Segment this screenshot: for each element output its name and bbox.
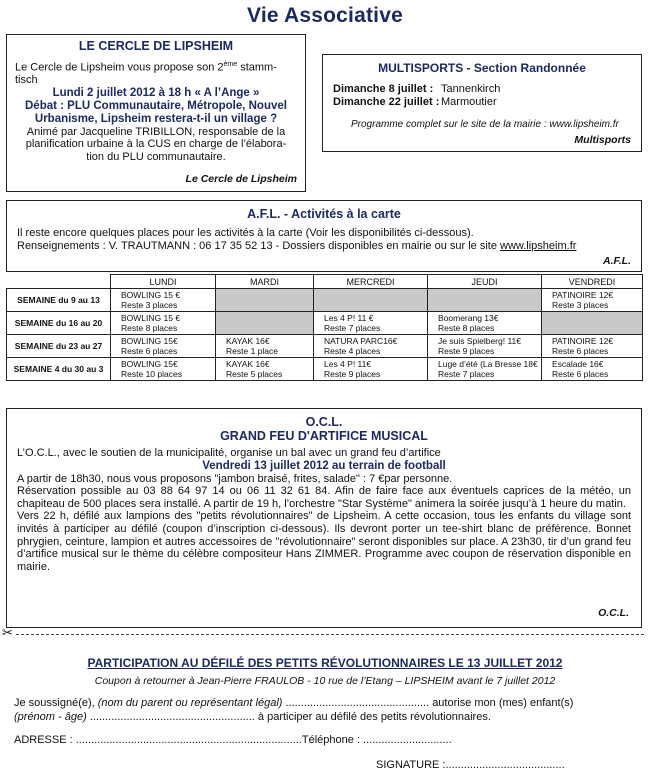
ocl-paragraph-4: Vers 22 h, défilé aux lampions des "petits révolutionnaires" de Lipsheim. A cette occasion, tous les enfants du village sont invités à participer au défilé (coupon d’inscription ci-dessous). Ils devront porter un tee-shirt blanc de préférence. Bonnet phrygien, ceinture, lampion et autres accessoires de "révolutionnaire" seront disponibles sur place. A 23h30, tir d’un grand feu d’artifice musical sur le thème du célèbre compositeur Hans ZIMMER. Programme avec coupon de réservation disponible en mairie. (17, 510, 631, 573)
activity-places: Reste 1 place (226, 346, 278, 356)
table-row (7, 312, 643, 335)
activity-places: Reste 6 places (552, 369, 609, 379)
coupon-line-1[interactable] (14, 697, 639, 710)
activity-cell (314, 312, 428, 335)
activity-name: BOWLING 15€ (121, 336, 178, 346)
activity-places: Reste 7 places (324, 323, 381, 333)
activity-cell (111, 335, 216, 358)
cercle-anim-3: tion du PLU communautaire. (86, 150, 226, 163)
coupon-line-2[interactable] (14, 711, 639, 724)
activity-name: PATINOIRE 12€ (552, 336, 614, 346)
cercle-signature: Le Cercle de Lipsheim (185, 173, 297, 185)
activity-cell (428, 312, 542, 335)
activity-name: Les 4 P! 11 € (324, 313, 374, 323)
cercle-lipsheim-box (6, 34, 306, 192)
cut-line (16, 634, 644, 635)
cercle-debate-1: Débat : PLU Communautaire, Métropole, Nouvel (25, 99, 287, 112)
activity-cell (111, 289, 216, 312)
activity-places: Reste 10 places (121, 369, 182, 379)
afl-signature: A.F.L. (603, 255, 631, 267)
multisports-date-row (333, 96, 631, 109)
multisports-date-day: Dimanche 8 juillet : (333, 83, 434, 95)
activity-name: Luge d’été (La Bresse 18€ (438, 359, 538, 369)
ocl-paragraph-3: Réservation possible au 03 88 64 97 14 ou 06 11 32 61 84. Afin de faire face aux éventuels caprices de la météo, un chapiteau de 500 places sera installé. A partir de 19 h, l’orchestre "Star Système" animera la soirée jusqu’à 1 heure du matin. (17, 485, 631, 510)
activity-name: BOWLING 15 € (121, 290, 181, 300)
coupon-subtitle: Coupon à retourner à Jean-Pierre FRAULOB - 10 rue de l’Etang – LIPSHEIM avant le 7 juillet 2012 (94, 675, 556, 687)
activity-name: BOWLING 15 € (121, 313, 181, 323)
activity-cell (428, 335, 542, 358)
ocl-box (6, 408, 642, 628)
ocl-signature: O.C.L. (598, 607, 629, 619)
activity-cell (111, 312, 216, 335)
week-label: SEMAINE du 9 au 13 (7, 289, 111, 312)
table-header-row (7, 275, 643, 289)
day-header: MERCREDI (314, 275, 428, 289)
activity-name: PATINOIRE 12€ (552, 290, 614, 300)
activity-cell (428, 358, 542, 381)
cercle-date: Lundi 2 juillet 2012 à 18 h « A l’Ange » (52, 86, 260, 99)
afl-heading: A.F.L. - Activités à la carte (247, 207, 401, 221)
activity-places: Reste 8 places (121, 323, 178, 333)
activity-name: BOWLING 15€ (121, 359, 178, 369)
multisports-date-day: Dimanche 22 juillet : (333, 96, 440, 108)
activity-places: Reste 4 places (324, 346, 381, 356)
cercle-intro-c: tisch (15, 74, 38, 87)
cercle-anim-1: Animé par Jacqueline TRIBILLON, responsable de la (26, 125, 286, 138)
week-label: SEMAINE du 16 au 20 (7, 312, 111, 335)
day-header: LUNDI (111, 275, 216, 289)
cercle-anim-2: planification urbaine à la CUS en charge de l’élabora- (25, 138, 287, 151)
unavailable-cell (216, 289, 314, 312)
activity-cell (314, 358, 428, 381)
ocl-heading: O.C.L. (305, 415, 343, 429)
cercle-intro (15, 59, 297, 74)
activity-cell (542, 335, 643, 358)
activity-places: Reste 7 places (438, 369, 495, 379)
activity-name: Les 4 P! 11€ (324, 359, 372, 369)
activity-places: Reste 3 places (121, 300, 178, 310)
afl-box (6, 200, 642, 272)
activity-name: Boomerang 13€ (438, 313, 499, 323)
coupon-signature-line[interactable]: SIGNATURE :....................................... (376, 759, 565, 771)
activity-cell (542, 289, 643, 312)
day-header: JEUDI (428, 275, 542, 289)
activity-name: Je suis Spielberg! 11€ (438, 336, 522, 346)
cercle-heading: LE CERCLE DE LIPSHEIM (78, 39, 234, 53)
coupon-line-1-hint: (nom du parent ou représentant légal) (97, 697, 283, 709)
multisports-signature: Multisports (574, 134, 631, 146)
page-title: Vie Associative (247, 4, 403, 27)
unavailable-cell (542, 312, 643, 335)
coupon-line-1-field[interactable]: ............................................... autorise mon (mes) enfant(s) (282, 697, 574, 709)
ocl-paragraph-1: L’O.C.L., avec le soutien de la municipalité, organise un bal avec un grand feu d’artifice (17, 447, 441, 459)
cercle-intro-text: Le Cercle de Lipsheim vous propose son 2 (15, 61, 224, 74)
multisports-date-row (333, 83, 631, 96)
activity-cell (216, 335, 314, 358)
multisports-date-place: Tannenkirch (441, 83, 501, 95)
ocl-date: Vendredi 13 juillet 2012 au terrain de football (202, 459, 446, 472)
activity-places: Reste 9 places (438, 346, 495, 356)
day-header: VENDREDI (542, 275, 643, 289)
multisports-program: Programme complet sur le site de la mairie : www.lipsheim.fr (351, 119, 619, 130)
activity-cell (111, 358, 216, 381)
activity-name: KAYAK 16€ (226, 359, 270, 369)
activity-places: Reste 6 places (121, 346, 178, 356)
multisports-box (322, 54, 642, 152)
activities-table (6, 274, 643, 381)
week-label: SEMAINE 4 du 30 au 3 (7, 358, 111, 381)
activity-name: Escalade 16€ (552, 359, 604, 369)
table-corner (7, 275, 111, 289)
activity-cell (314, 335, 428, 358)
activity-places: Reste 5 places (226, 369, 283, 379)
afl-website-link[interactable]: www.lipsheim.fr (500, 240, 577, 252)
afl-line2-text: Renseignements : V. TRAUTMANN : 06 17 35 52 13 - Dossiers disponibles en mairie ou sur le site (17, 240, 501, 252)
day-header: MARDI (216, 275, 314, 289)
activity-cell (216, 358, 314, 381)
activity-name: NATURA PARC16€ (324, 336, 398, 346)
scissors-icon: ✂ (2, 625, 13, 640)
unavailable-cell (428, 289, 542, 312)
activity-cell (542, 358, 643, 381)
afl-line2 (17, 240, 631, 253)
activity-name: KAYAK 16€ (226, 336, 270, 346)
coupon-address-line[interactable]: ADRESSE : ..........................................................................Téléphone : ............................. (14, 734, 452, 746)
ocl-paragraph-2: A partir de 18h30, nous vous proposons "jambon braisé, frites, salade" : 7 €par personne. (17, 472, 453, 485)
coupon-title: PARTICIPATION AU DÉFILÉ DES PETITS RÉVOLUTIONNAIRES LE 13 JUILLET 2012 (87, 656, 563, 670)
unavailable-cell (216, 312, 314, 335)
coupon-line-2-field[interactable]: ...................................................... à participer au défilé des petits révolutionnaires. (86, 711, 491, 723)
cercle-intro-sup: ème (223, 61, 238, 68)
coupon-line-1-text: Je soussigné(e), (14, 697, 98, 709)
activity-places: Reste 9 places (324, 369, 381, 379)
activity-places: Reste 3 places (552, 300, 609, 310)
ocl-subheading: GRAND FEU D'ARTIFICE MUSICAL (220, 429, 428, 443)
week-label: SEMAINE du 23 au 27 (7, 335, 111, 358)
activity-places: Reste 6 places (552, 346, 609, 356)
cercle-debate-2: Urbanisme, Lipsheim restera-t-il un village ? (34, 112, 278, 125)
coupon-line-2-hint: (prénom - âge) (14, 711, 87, 723)
table-row (7, 358, 643, 381)
multisports-date-place: Marmoutier (441, 96, 497, 108)
cercle-intro-text-b: stamm- (237, 61, 277, 74)
afl-line1: Il reste encore quelques places pour les activités à la carte (Voir les disponibilités ci-dessous). (17, 227, 474, 239)
table-row (7, 289, 643, 312)
table-row (7, 335, 643, 358)
activity-places: Reste 8 places (438, 323, 495, 333)
multisports-heading: MULTISPORTS - Section Randonnée (378, 61, 586, 75)
unavailable-cell (314, 289, 428, 312)
